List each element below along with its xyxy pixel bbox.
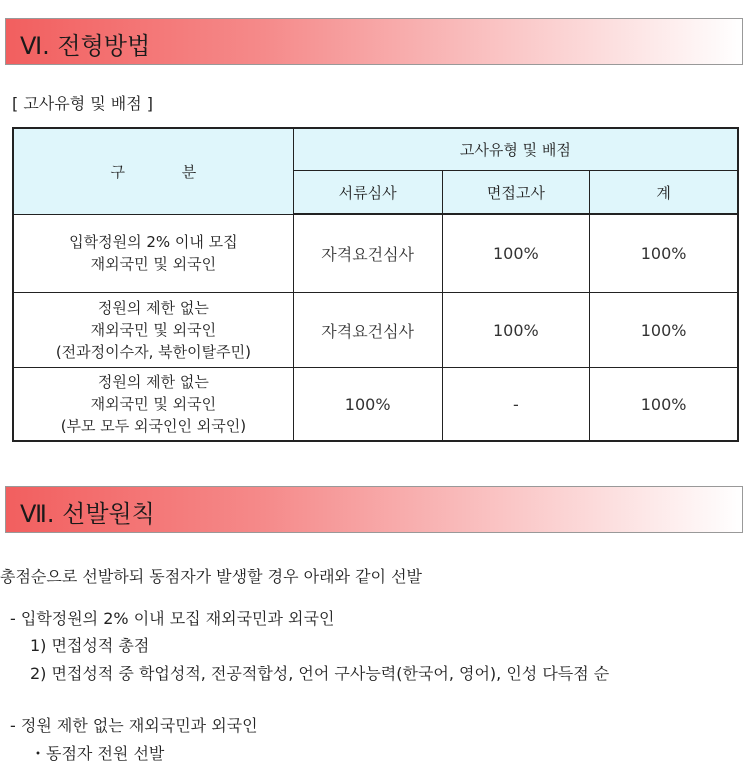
row-category: 정원의 제한 없는 재외국민 및 외국인 (전과정이수자, 북한이탈주민) xyxy=(13,293,293,368)
principle-group-heading: - 입학정원의 2% 이내 모집 재외국민과 외국인 xyxy=(10,609,335,628)
principle-intro: 총점순으로 선발하되 동점자가 발생할 경우 아래와 같이 선발 xyxy=(0,567,423,586)
cell-interview: - xyxy=(442,368,590,442)
section-header-selection-principle xyxy=(5,486,743,533)
section-title: Ⅵ. 전형방법 xyxy=(20,32,151,60)
category-header: 구 분 xyxy=(13,128,293,214)
cell-document-review: 자격요건심사 xyxy=(293,214,442,293)
table-row xyxy=(13,214,738,293)
principle-item: 1) 면접성적 총점 xyxy=(30,636,150,655)
principle-item: ・동점자 전원 선발 xyxy=(30,744,165,763)
column-header-interview: 면접고사 xyxy=(442,171,590,215)
principle-group-heading: - 정원 제한 없는 재외국민과 외국인 xyxy=(10,716,258,735)
cell-total: 100% xyxy=(590,293,738,368)
exam-type-score-table xyxy=(12,127,739,442)
principle-item: 2) 면접성적 중 학업성적, 전공적합성, 언어 구사능력(한국어, 영어), 인성 다득점 순 xyxy=(30,664,610,683)
section-title: Ⅶ. 선발원칙 xyxy=(20,500,155,528)
cell-document-review: 100% xyxy=(293,368,442,442)
cell-interview: 100% xyxy=(442,293,590,368)
exam-type-group-header: 고사유형 및 배점 xyxy=(293,128,738,171)
row-category: 정원의 제한 없는 재외국민 및 외국인 (부모 모두 외국인인 외국인) xyxy=(13,368,293,442)
row-category: 입학정원의 2% 이내 모집 재외국민 및 외국인 xyxy=(13,214,293,293)
column-header-total: 계 xyxy=(590,171,738,215)
table-row xyxy=(13,368,738,442)
table-caption: [ 고사유형 및 배점 ] xyxy=(12,94,154,113)
section-header-admission-method xyxy=(5,18,743,65)
cell-total: 100% xyxy=(590,368,738,442)
table-row xyxy=(13,293,738,368)
cell-document-review: 자격요건심사 xyxy=(293,293,442,368)
cell-interview: 100% xyxy=(442,214,590,293)
column-header-document-review: 서류심사 xyxy=(293,171,442,215)
cell-total: 100% xyxy=(590,214,738,293)
